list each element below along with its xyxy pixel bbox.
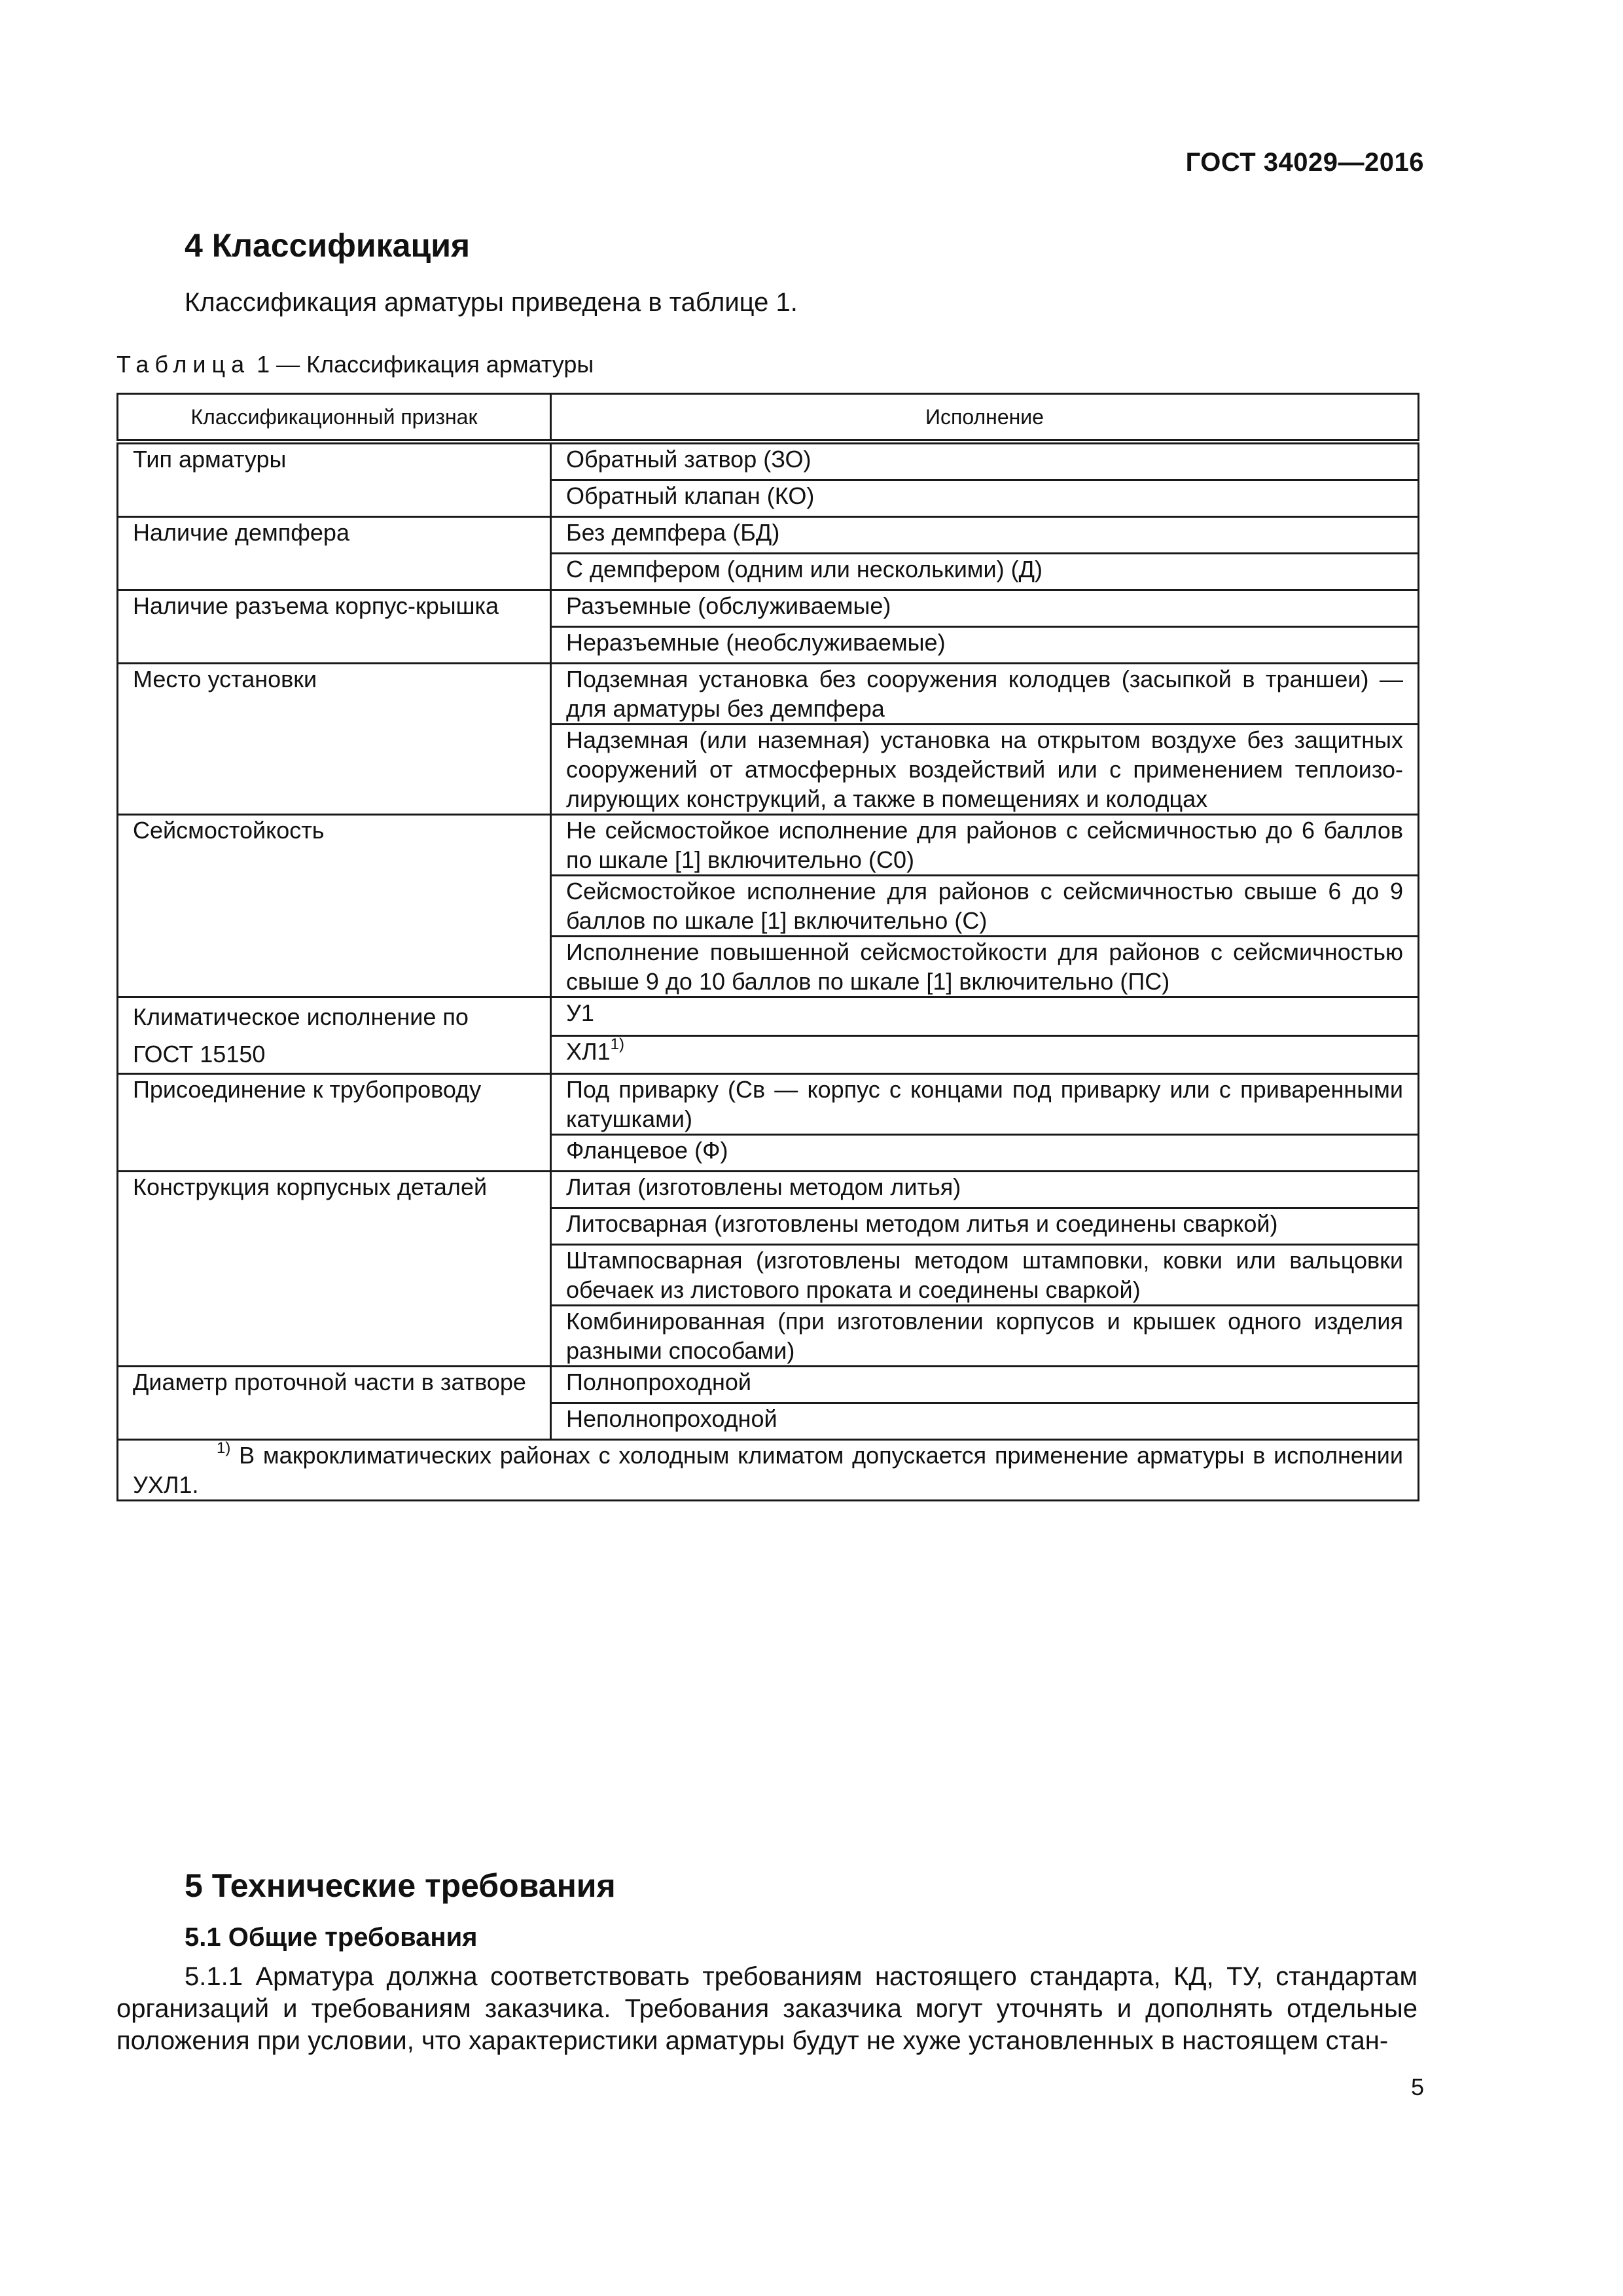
table-caption-title: 1 — Классификация арматуры	[250, 351, 594, 378]
table-row	[118, 1074, 1419, 1135]
section-4-heading: 4 Классификация	[185, 227, 471, 264]
feature-cell: Наличие разъема корпус-крышка	[118, 590, 551, 664]
value-cell: Подземная установка без сооружения колодцев (засыпкой в траншеи) — для арматуры без демпфера	[551, 664, 1419, 725]
table-footnote	[118, 1440, 1419, 1501]
value-cell: С демпфером (одним или несколькими) (Д)	[551, 554, 1419, 590]
feature-cell: Конструкция корпусных деталей	[118, 1172, 551, 1367]
value-cell: Обратный клапан (КО)	[551, 480, 1419, 517]
paragraph-5-1-1: 5.1.1 Арматура должна соответствовать требованиям настоящего стандарта, КД, ТУ, стандартам организаций и требованиям заказчика. Требования заказчика могут уточнять и дополнять отдельные положения при условии, что характеристики арматуры будут не хуже установленных в настоящем стан-	[116, 1962, 1418, 2055]
value-cell: Разъемные (обслуживаемые)	[551, 590, 1419, 627]
column-header-feature: Классификационный признак	[118, 394, 551, 442]
table-header-row	[118, 394, 1419, 442]
table-row	[118, 517, 1419, 554]
value-cell: У1	[551, 997, 1419, 1036]
section-5-heading: 5 Технические требования	[185, 1867, 616, 1904]
table-row	[118, 815, 1419, 876]
column-header-execution: Исполнение	[551, 394, 1419, 442]
value-cell: Фланцевое (Ф)	[551, 1135, 1419, 1172]
table-caption-prefix: Таблица	[116, 351, 251, 378]
footnote-marker: 1)	[217, 1439, 231, 1457]
table-footnote-row	[118, 1440, 1419, 1501]
table-row	[118, 590, 1419, 627]
value-cell: Обратный затвор (ЗО)	[551, 442, 1419, 480]
value-cell: Комбинированная (при изготовлении корпусов и крышек одного изделия разными способами)	[551, 1306, 1419, 1367]
table-row	[118, 997, 1419, 1036]
table-caption	[116, 351, 594, 378]
value-cell: Неразъемные (необслуживаемые)	[551, 627, 1419, 664]
value-cell: Не сейсмостойкое исполнение для районов с сейсмичностью до 6 баллов по шкале [1] включительно (С0)	[551, 815, 1419, 876]
value-cell: Полнопроходной	[551, 1367, 1419, 1403]
section-4-intro: Классификация арматуры приведена в таблице 1.	[185, 288, 798, 317]
feature-cell: Тип арматуры	[118, 442, 551, 517]
table-row	[118, 442, 1419, 480]
table-row	[118, 664, 1419, 725]
feature-cell: Сейсмостойкость	[118, 815, 551, 997]
value-cell	[551, 1035, 1419, 1074]
footnote-text: В макроклиматических районах с холодным климатом допускается применение арматуры в исполнении УХЛ1.	[133, 1442, 1403, 1498]
feature-cell: Место установки	[118, 664, 551, 815]
feature-cell: Климатическое исполнение по ГОСТ 15150	[118, 997, 551, 1074]
value-cell: Сейсмостойкое исполнение для районов с сейсмичностью свыше 6 до 9 баллов по шкале [1] включительно (С)	[551, 876, 1419, 937]
value-cell: Литая (изготовлены методом литья)	[551, 1172, 1419, 1208]
table-row	[118, 1172, 1419, 1208]
value-cell: Надземная (или наземная) установка на открытом воздухе без защитных сооружений от атмосферных воздействий или с применением теплоизо-лирующих конструкций, а также в помещениях и колодцах	[551, 725, 1419, 815]
value-cell: Литосварная (изготовлены методом литья и соединены сваркой)	[551, 1208, 1419, 1245]
value-cell: Исполнение повышенной сейсмостойкости для районов с сейсмичностью свыше 9 до 10 баллов по шкале [1] включительно (ПС)	[551, 937, 1419, 997]
table-row	[118, 1367, 1419, 1403]
value-cell: Под приварку (Св — корпус с концами под приварку или с приваренными катушками)	[551, 1074, 1419, 1135]
page-number: 5	[1410, 2073, 1424, 2100]
feature-cell: Диаметр проточной части в затворе	[118, 1367, 551, 1440]
value-cell: Штампосварная (изготовлены методом штамповки, ковки или вальцовки обечаек из листового проката и соединены сваркой)	[551, 1245, 1419, 1306]
document-id: ГОСТ 34029—2016	[1185, 148, 1424, 177]
value-text: ХЛ1	[566, 1037, 611, 1065]
feature-cell: Присоединение к трубопроводу	[118, 1074, 551, 1172]
value-cell: Неполнопроходной	[551, 1403, 1419, 1440]
feature-cell: Наличие демпфера	[118, 517, 551, 590]
classification-table	[116, 393, 1419, 1501]
section-5-1-heading: 5.1 Общие требования	[185, 1923, 478, 1952]
value-cell: Без демпфера (БД)	[551, 517, 1419, 554]
footnote-reference: 1)	[610, 1035, 625, 1053]
